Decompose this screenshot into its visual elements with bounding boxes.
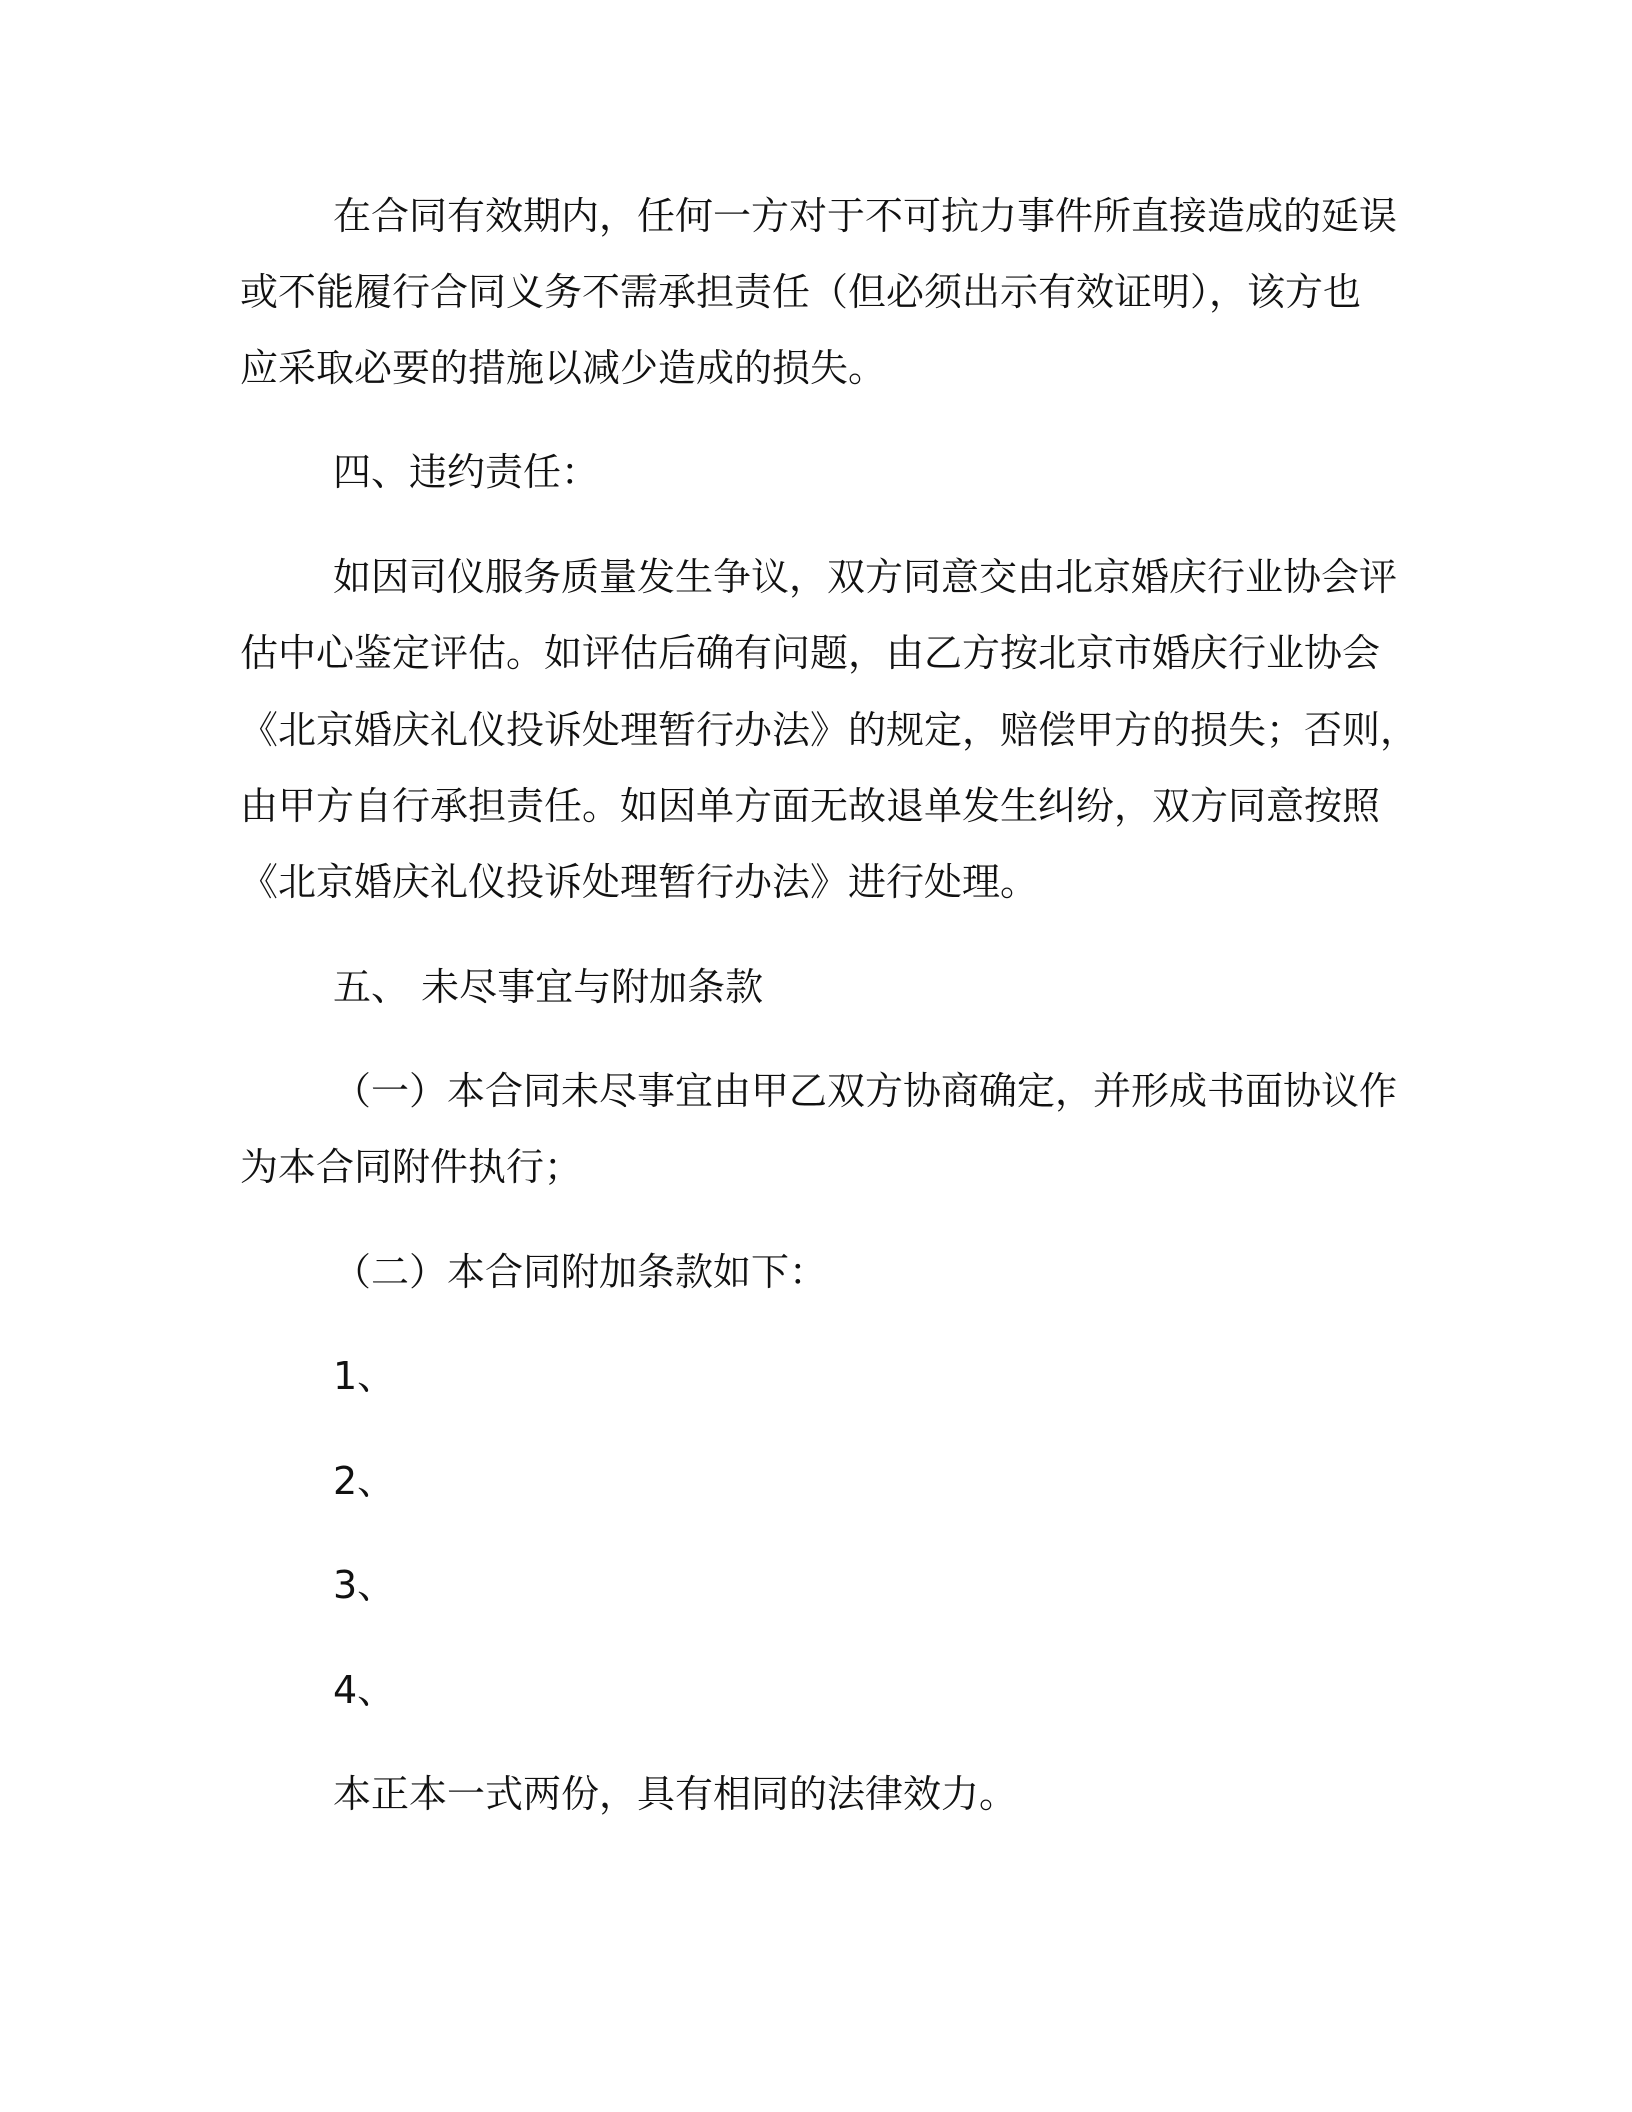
clause-line: （一）本合同未尽事宜由甲乙双方协商确定，并形成书面协议作 bbox=[333, 1069, 1398, 1113]
closing-statement: 本正本一式两份，具有相同的法律效力。 bbox=[333, 1772, 1018, 1816]
list-item: 4、 bbox=[333, 1668, 396, 1712]
clause-line: 为本合同附件执行； bbox=[240, 1145, 583, 1189]
paragraph-line: 《北京婚庆礼仪投诉处理暂行办法》进行处理。 bbox=[240, 860, 1039, 904]
list-item: 3、 bbox=[333, 1563, 396, 1607]
list-item: 2、 bbox=[333, 1459, 396, 1503]
paragraph-line: 由甲方自行承担责任。如因单方面无故退单发生纠纷，双方同意按照 bbox=[240, 784, 1381, 828]
paragraph-line: 应采取必要的措施以减少造成的损失。 bbox=[240, 346, 887, 390]
list-item: 1、 bbox=[333, 1354, 396, 1398]
paragraph-line: 《北京婚庆礼仪投诉处理暂行办法》的规定，赔偿甲方的损失；否则， bbox=[240, 708, 1419, 752]
paragraph-line: 如因司仪服务质量发生争议，双方同意交由北京婚庆行业协会评 bbox=[333, 555, 1398, 599]
clause-line: （二）本合同附加条款如下： bbox=[333, 1250, 828, 1294]
section-heading: 四、违约责任： bbox=[333, 450, 600, 494]
paragraph-line: 估中心鉴定评估。如评估后确有问题，由乙方按北京市婚庆行业协会 bbox=[240, 631, 1381, 675]
section-heading: 五、 未尽事宜与附加条款 bbox=[333, 965, 764, 1009]
paragraph-line: 在合同有效期内，任何一方对于不可抗力事件所直接造成的延误 bbox=[333, 194, 1398, 238]
paragraph-line: 或不能履行合同义务不需承担责任（但必须出示有效证明），该方也 bbox=[240, 270, 1362, 314]
